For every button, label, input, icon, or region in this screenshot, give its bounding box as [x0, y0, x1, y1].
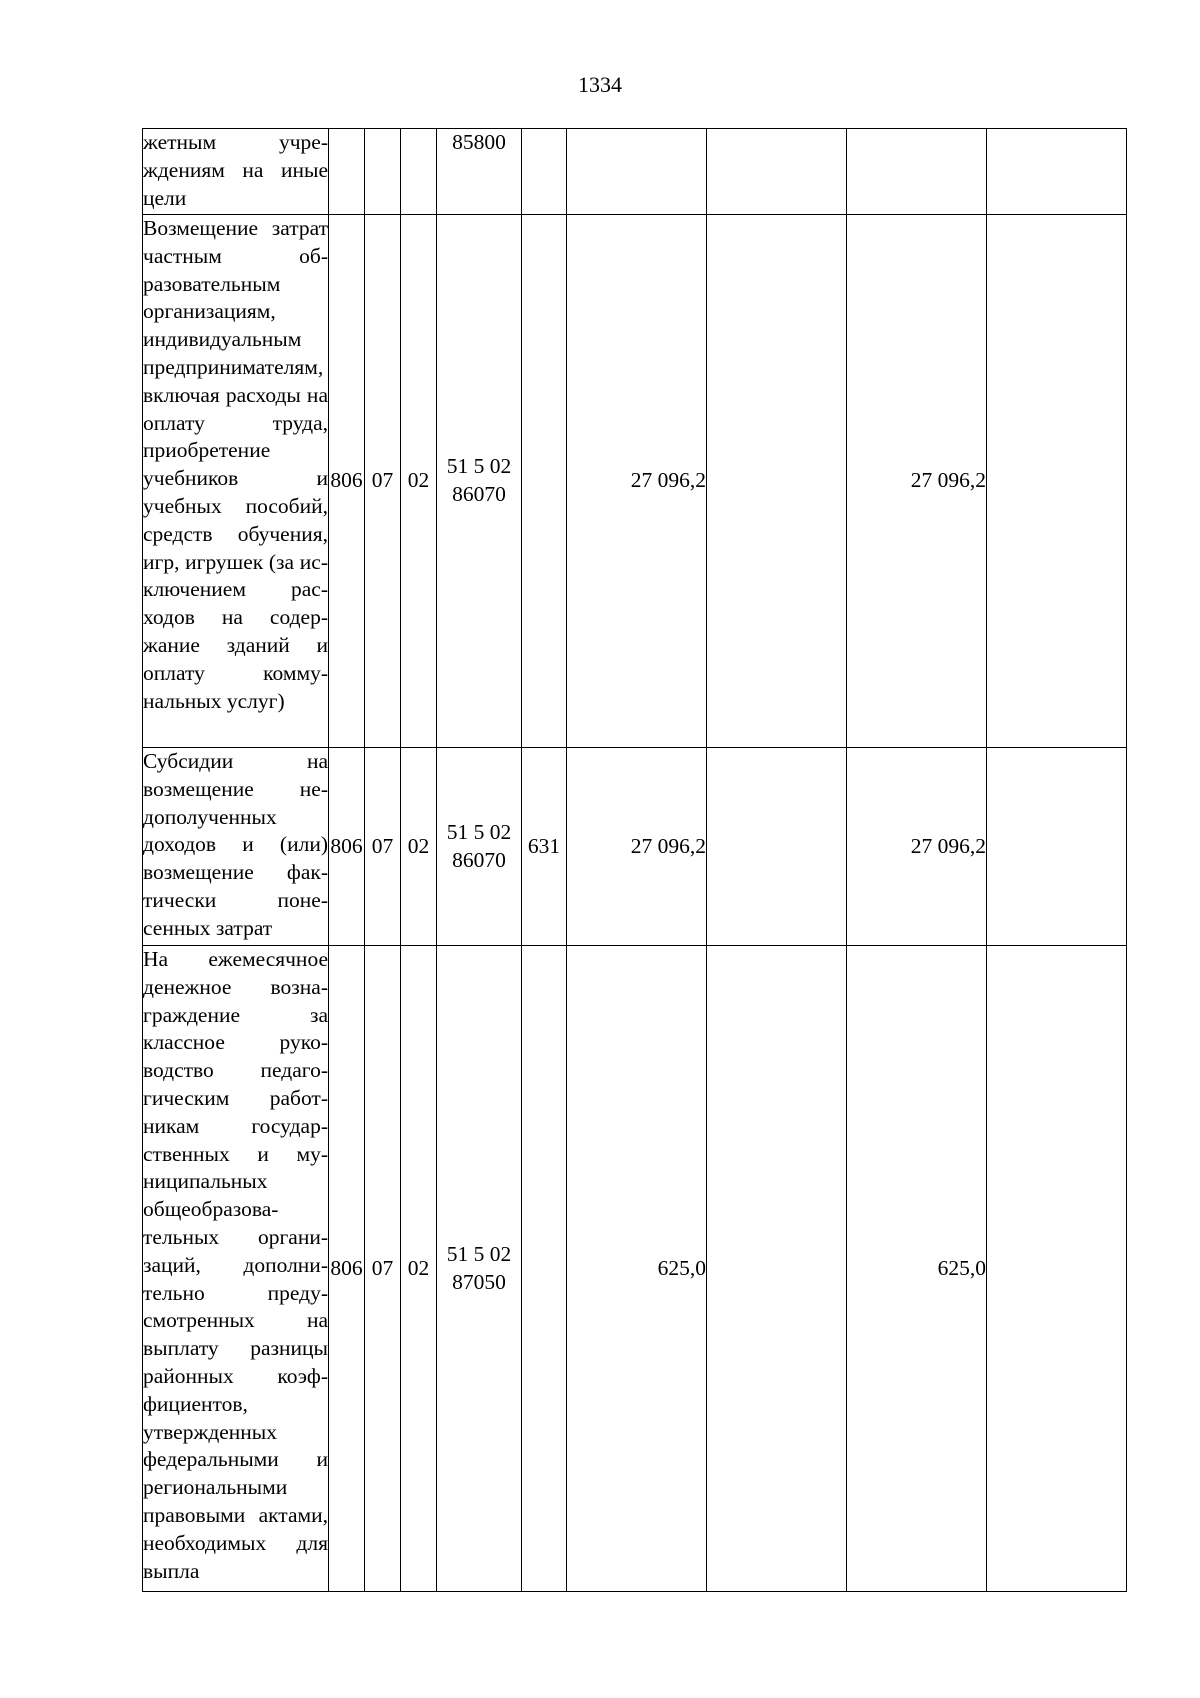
amount-cell: [987, 946, 1127, 1592]
amount-cell: [567, 129, 707, 215]
section-code: 07: [365, 946, 401, 1592]
subsection-code: 02: [401, 748, 437, 946]
ministry-code: 806: [329, 215, 365, 748]
amount-cell: [987, 215, 1127, 748]
amount-cell: [707, 748, 847, 946]
subsection-code: [401, 129, 437, 215]
expense-type-code: 631: [522, 748, 567, 946]
ministry-code: [329, 129, 365, 215]
expense-type-code: [522, 946, 567, 1592]
table-row: [143, 748, 1127, 946]
section-code: 07: [365, 215, 401, 748]
table-row: [143, 129, 1127, 215]
amount-cell: 625,0: [567, 946, 707, 1592]
table-row: [143, 946, 1127, 1592]
row-description: Возмещение затрат частным образовательным организациям, индивидуальным предпринимателям, включая расходы на оплату труда, приобретение учебников и учебных пособий, средств обучения, игр, игрушек (за исключением расходов на содержание зданий и оплату коммунальных услуг): [143, 215, 329, 748]
ministry-code: 806: [329, 748, 365, 946]
target-article-code: 51 5 02 86070: [437, 215, 522, 748]
target-article-code: 85800: [437, 129, 522, 215]
amount-cell: 625,0: [847, 946, 987, 1592]
amount-cell: [847, 129, 987, 215]
amount-cell: [987, 748, 1127, 946]
ministry-code: 806: [329, 946, 365, 1592]
amount-cell: [707, 215, 847, 748]
amount-cell: 27 096,2: [567, 748, 707, 946]
subsection-code: 02: [401, 946, 437, 1592]
amount-cell: 27 096,2: [567, 215, 707, 748]
row-description: На ежемесячное денежное вознаграждение за классное руководство педагогическим работникам государственных и муниципальных общеобразовательных организаций, дополнительно предусмотренных на выплату разницы районных коэффициентов, утвержденных федеральными и региональными правовыми актами, необходимых для выпла: [143, 946, 329, 1592]
expense-type-code: [522, 215, 567, 748]
amount-cell: [707, 946, 847, 1592]
table-row: [143, 215, 1127, 748]
amount-cell: [707, 129, 847, 215]
row-description: жетным учреждениям на иные цели: [143, 129, 329, 215]
budget-table: [142, 128, 1127, 1592]
subsection-code: 02: [401, 215, 437, 748]
amount-cell: [987, 129, 1127, 215]
amount-cell: 27 096,2: [847, 215, 987, 748]
section-code: 07: [365, 748, 401, 946]
section-code: [365, 129, 401, 215]
amount-cell: 27 096,2: [847, 748, 987, 946]
page-number: 1334: [578, 72, 622, 97]
expense-type-code: [522, 129, 567, 215]
target-article-code: 51 5 02 86070: [437, 748, 522, 946]
target-article-code: 51 5 02 87050: [437, 946, 522, 1592]
row-description: Субсидии на возмещение недополученных доходов и (или) возмещение фактически понесенных затрат: [143, 748, 329, 946]
